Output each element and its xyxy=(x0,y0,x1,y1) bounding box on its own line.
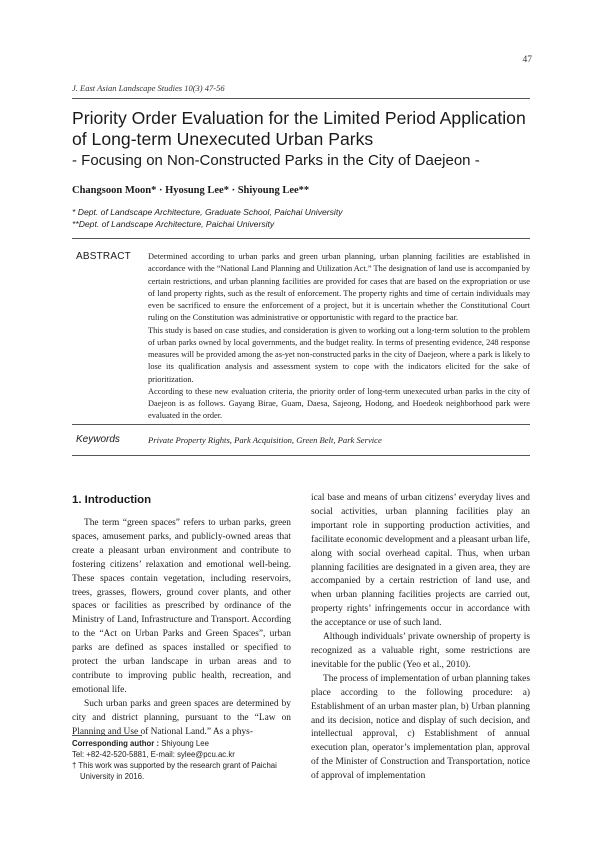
keywords-bottom-rule xyxy=(72,455,530,456)
keywords-top-rule xyxy=(72,424,530,425)
footnote-rule xyxy=(72,735,142,736)
right-column xyxy=(311,492,530,784)
left-column xyxy=(72,517,291,740)
body-paragraph: Although individuals’ private ownership of property is recognized as a valuable right, some restrictions are inevitable for the public (Yeo et al., 2010). xyxy=(311,632,530,670)
paper-title: Priority Order Evaluation for the Limited Period Application of Long-term Unexecuted Urban Parks xyxy=(72,108,526,149)
body-paragraph: The process of implementation of urban planning takes place according to the following procedure: a) Establishment of an urban master plan, b) Urban planning and its decision, notice and display of such decision, and intellectual approval, c) Establishment of annual execution plan, operator’s implementation plan, approval of the Minister of Construction and Transportation, notice of approval of implementation xyxy=(311,673,530,782)
abstract-body xyxy=(148,251,530,423)
abstract-top-rule xyxy=(72,238,530,239)
body-paragraph: ical base and means of urban citizens’ everyday lives and social activities, urban planning facilities play an important role in supporting production activities, and facilitate economic development and a pleasant urban life, along with social overhead capital. Thus, when urban planning facilities are designated in a given area, they are accompanied by a certain restriction of land use, and when urban planning facilities projects are carried out, property rights’ infringements occur in accordance with the acceptance or use of such land. xyxy=(311,493,530,629)
section-heading: 1. Introduction xyxy=(72,494,152,506)
abstract-paragraph: Determined according to urban parks and green urban planning, urban planning facilities are established in accordance with the “National Land Planning and Utilization Act.” The designation of land use is accompanied by certain restrictions, and urban planning facilities are provided for cases that are based on the expropriation or use of land property rights, such as the result of enforcement. The property rights and time of certain individuals may even be sacrificed to ensure the enforcement of a project, but it is uncertain whether the Constitutional Court ruling on the Constitution was administrative or opportunistic with regard to the practice bar. xyxy=(148,252,530,323)
corresponding-name: Shiyoung Lee xyxy=(161,739,209,748)
author-list: Changsoon Moon* · Hyosung Lee* · Shiyoung Lee** xyxy=(72,185,310,196)
abstract-paragraph: This study is based on case studies, and consideration is given to working out a long-term solution to the problem of urban parks owned by local governments, and the budget reality. In terms of presenting evidence, 248 response measures will be provided among the as-yet non-constructed parks in the city of Daejeon, where a park is likely to lose its qualification analysis and assessment system to cope with the indicators elicited for the sake of prioritization. xyxy=(148,325,530,384)
body-paragraph: Such urban parks and green spaces are determined by city and district planning, pursuant to the “Law on Planning and Use of National Land.” As a phys- xyxy=(72,698,291,737)
corresponding-label: Corresponding author : xyxy=(72,739,160,748)
abstract-label: ABSTRACT xyxy=(76,251,131,262)
corresponding-author xyxy=(72,738,302,749)
affiliation-2: **Dept. of Landscape Architecture, Paichai University xyxy=(72,219,275,229)
funding-line-1: † This work was supported by the research grant of Paichai xyxy=(72,761,277,770)
body-paragraph: The term “green spaces” refers to urban parks, green spaces, amusement parks, and publicly-owned areas that create a pleasant urban environment and contribute to fostering citizens’ relaxation and emotional well-being. These spaces contain vegetation, including reservoirs, trees, grasses, flowers, ground cover plants, and other spaces or facilities as prescribed by ordinance of the Ministry of Land, Infrastructure and Transport. According to the “Act on Urban Parks and Green Spaces”, urban parks are defined as spaces installed or specified to protect the urban landscape in urban areas and to contribute to improving public health, recreation, and emotional life. xyxy=(72,518,291,695)
funding-note xyxy=(72,760,302,783)
abstract-paragraph: According to these new evaluation criteria, the priority order of long-term unexecuted urban parks in the city of Daejeon is as follows. Gayang Birae, Guam, Daesa, Sajeong, Hodong, and Hoedeok neighborhood park were evaluated in the order. xyxy=(148,386,530,421)
keywords-list: Private Property Rights, Park Acquisition, Green Belt, Park Service xyxy=(148,435,382,445)
header-rule xyxy=(72,98,530,99)
affiliation-1: * Dept. of Landscape Architecture, Graduate School, Paichai University xyxy=(72,207,343,217)
funding-line-2: University in 2016. xyxy=(80,772,145,782)
page-number: 47 xyxy=(522,55,532,65)
keywords-label: Keywords xyxy=(76,434,120,445)
contact-info: Tel: +82-42-520-5881, E-mail: sylee@pcu.ac.kr xyxy=(72,750,235,759)
paper-subtitle: - Focusing on Non-Constructed Parks in the City of Daejeon - xyxy=(72,152,480,169)
journal-reference: J. East Asian Landscape Studies 10(3) 47-56 xyxy=(72,83,225,93)
